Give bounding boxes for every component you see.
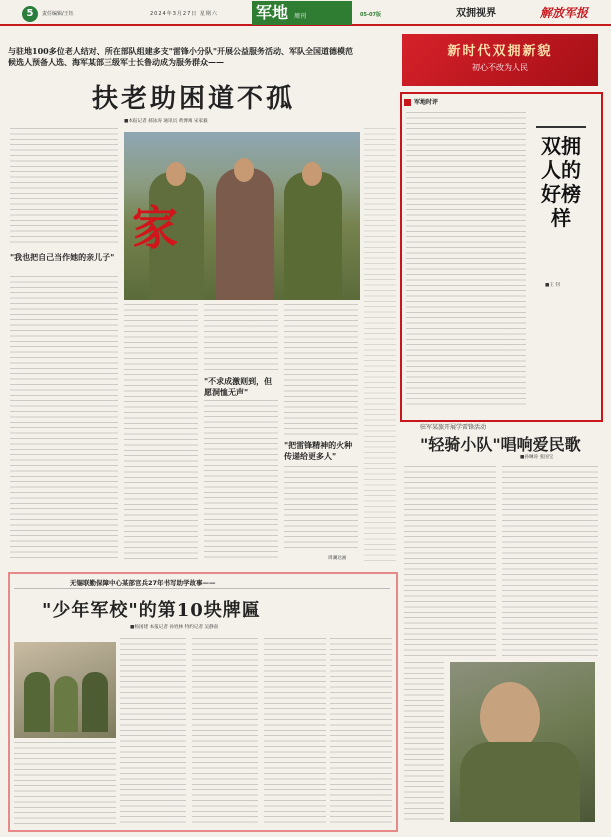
commentary-tag: 军地时评 <box>404 97 438 106</box>
bottom-story-headline: "少年军校"的第10块牌匾 <box>42 600 261 621</box>
photo-elderly-woman <box>216 168 274 300</box>
commentary-text <box>406 112 526 408</box>
bottom-story-text-col4 <box>264 638 326 826</box>
right-story-text-col1 <box>404 466 496 656</box>
bottom-story-rule <box>14 588 390 589</box>
main-article-text-col4 <box>284 304 358 436</box>
photo-face-3 <box>302 162 322 186</box>
right-story-tag: 驻军某旅开展学雷锋活动 <box>420 424 487 431</box>
issue-date: 2024年3月27日 星期六 <box>150 11 218 17</box>
brand-title: 军地 <box>256 3 289 22</box>
right-story-headline: "轻骑小队"唱响爱民歌 <box>420 435 581 454</box>
banner-subtitle: 初心不改为人民 <box>472 63 528 72</box>
banner-title: 新时代双拥新貌 <box>447 44 553 59</box>
subhead-2: "不求成激则到，但愿洞恤无声" <box>204 376 273 397</box>
main-article-text-col2 <box>124 304 198 562</box>
newspaper-logo: 解放军报 <box>540 6 589 20</box>
main-article-text-col1 <box>10 128 118 246</box>
photo-face-1 <box>166 162 186 186</box>
main-article-text-col5 <box>364 128 396 562</box>
photo2-figure-3 <box>82 672 108 732</box>
main-photo <box>124 132 360 300</box>
main-article-text-col1b <box>10 276 118 562</box>
commentary-author: ■王 钊 <box>545 283 560 288</box>
campaign-banner <box>402 34 598 86</box>
lead-line-2: 候选人预备人选、海军某部三级军士长鲁动成为服务群众—— <box>8 57 224 67</box>
photo-sign-text: 家 <box>132 201 178 255</box>
bottom-story-photo <box>14 642 116 738</box>
main-article-text-col3b <box>204 400 278 562</box>
main-article-text-col4b <box>284 466 358 552</box>
bottom-story-byline: ■杨国建 本报记者 孙姓林 特约记者 吴静南 <box>130 625 219 630</box>
photo2-figure-1 <box>24 672 50 732</box>
photo2-figure-2 <box>54 676 78 732</box>
commentary-headline: 双拥人的好榜样 <box>541 134 581 230</box>
bottom-story-text-col5 <box>330 638 392 826</box>
main-byline: ■本报记者 郝泳涛 通讯员 黄博寓 宋家毅 <box>124 119 208 124</box>
bottom-story-subhead: 无锡联勤保障中心某部官兵27年书写助学故事—— <box>70 579 216 587</box>
bottom-story-text-col3 <box>192 638 258 826</box>
right-story-text-col3 <box>404 662 444 822</box>
masthead-brand <box>252 1 352 25</box>
section-title: 双拥视界 <box>456 8 496 19</box>
page-number-badge: 5 <box>22 6 38 22</box>
commentary-rule <box>536 126 586 128</box>
right-story-byline: ■孙琳涛 张国宝 <box>520 455 554 460</box>
main-author: 周澜达画 <box>328 556 347 561</box>
main-article-text-col3 <box>204 304 278 372</box>
subhead-3: "把雷锋精神的火种传递给更多人" <box>284 440 353 461</box>
photo-face-2 <box>234 158 254 182</box>
main-headline: 扶老助困道不孤 <box>92 84 296 114</box>
page-range: 05-07版 <box>360 12 381 18</box>
bottom-story-text-col1 <box>14 742 116 826</box>
photo-soldier-right <box>284 172 342 300</box>
lead-line-1: 与驻地100多位老人结对、所在部队组建多支"雷锋小分队"开展公益服务活动、军队全国道德模范 <box>8 46 354 56</box>
photo3-body <box>460 742 580 822</box>
right-story-photo <box>450 662 595 822</box>
brand-subtitle: 周刊 <box>294 13 307 20</box>
bottom-story-text-col2 <box>120 638 186 826</box>
subhead-1: "我也把自己当作她的亲儿子" <box>10 252 115 262</box>
right-story-text-col2 <box>502 466 598 656</box>
editor-credit: 责任编辑/王钰 <box>42 11 74 17</box>
